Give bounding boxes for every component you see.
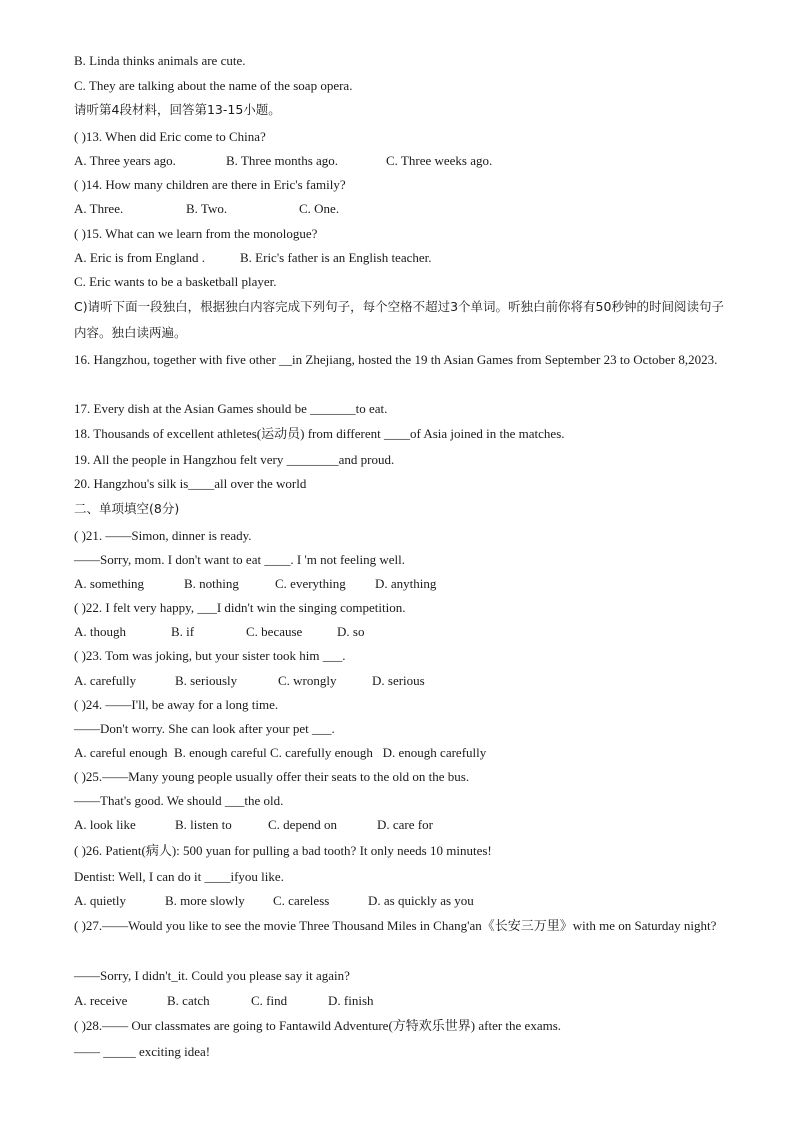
question-15: ( )15. What can we learn from the monologue?	[74, 226, 318, 241]
option: B. Three months ago.	[226, 153, 339, 168]
option: D. serious	[372, 673, 425, 688]
option: A. look like	[74, 817, 136, 832]
text-line: B. Linda thinks animals are cute.	[74, 53, 246, 68]
options-q15	[74, 249, 432, 267]
question-20: 20. Hangzhou's silk is____all over the world	[74, 476, 307, 491]
option: C. wrongly	[278, 673, 337, 688]
question-13: ( )13. When did Eric come to China?	[74, 129, 266, 144]
dialogue-line: Dentist: Well, I can do it ____ifyou like.	[74, 869, 284, 884]
section-heading: 二、单项填空(8分)	[74, 501, 180, 516]
options-q13	[74, 152, 492, 170]
option: C. Eric wants to be a basketball player.	[74, 274, 277, 289]
option: C. everything	[275, 576, 346, 591]
option: D. finish	[328, 993, 374, 1008]
dialogue-line: ——That's good. We should ___the old.	[74, 793, 284, 808]
option: B. Two.	[186, 201, 228, 216]
option: A. quietly	[74, 893, 126, 908]
option: C. careless	[273, 893, 330, 908]
option: D. anything	[375, 576, 437, 591]
option: A. Three.	[74, 201, 124, 216]
section-instruction: C)请听下面一段独白，根据独白内容完成下列句子，每个空格不超过3个单词。听独白前你将有50秒钟的时间阅读句子内容。独白读两遍。	[74, 299, 724, 340]
question-14: ( )14. How many children are there in Eric's family?	[74, 177, 346, 192]
option: B. listen to	[175, 817, 232, 832]
option: B. more slowly	[165, 893, 245, 908]
options-q27	[74, 992, 374, 1010]
options-q26	[74, 892, 474, 910]
option: B. seriously	[175, 673, 238, 688]
option: A. something	[74, 576, 145, 591]
options-q24: A. careful enough B. enough careful C. carefully enough D. enough carefully	[74, 745, 487, 760]
option: C. because	[246, 624, 303, 639]
options-q22	[74, 623, 364, 641]
question-27: ( )27.——Would you like to see the movie Three Thousand Miles in Chang'an《长安三万里》with me on Saturday night?	[74, 918, 717, 933]
question-28: ( )28.—— Our classmates are going to Fantawild Adventure(方特欢乐世界) after the exams.	[74, 1018, 562, 1033]
option: A. receive	[74, 993, 128, 1008]
question-17: 17. Every dish at the Asian Games should be _______to eat.	[74, 401, 388, 416]
option: A. Three years ago.	[74, 153, 176, 168]
option: C. find	[251, 993, 288, 1008]
option: A. carefully	[74, 673, 137, 688]
option: D. care for	[377, 817, 433, 832]
question-22: ( )22. I felt very happy, ___I didn't win the singing competition.	[74, 600, 406, 615]
question-23: ( )23. Tom was joking, but your sister took him ___.	[74, 648, 346, 663]
dialogue-line: ——Don't worry. She can look after your pet ___.	[74, 721, 335, 736]
question-16: 16. Hangzhou, together with five other __in Zhejiang, hosted the 19 th Asian Games from September 23 to October 8,2023.	[74, 352, 718, 367]
option: D. as quickly as you	[368, 893, 474, 908]
dialogue-line: ——Sorry, I didn't_it. Could you please say it again?	[74, 968, 350, 983]
options-q25	[74, 816, 433, 834]
question-26: ( )26. Patient(病人): 500 yuan for pulling a bad tooth? It only needs 10 minutes!	[74, 843, 492, 858]
option: B. nothing	[184, 576, 239, 591]
question-24: ( )24. ——I'll, be away for a long time.	[74, 697, 279, 712]
option: C. depend on	[268, 817, 337, 832]
option: B. catch	[167, 993, 210, 1008]
option: B. if	[171, 624, 195, 639]
option: A. Eric is from England .	[74, 250, 206, 265]
option: C. One.	[299, 201, 340, 216]
question-21: ( )21. ——Simon, dinner is ready.	[74, 528, 252, 543]
options-q23	[74, 672, 425, 690]
option: A. though	[74, 624, 126, 639]
option: C. Three weeks ago.	[386, 153, 493, 168]
question-18: 18. Thousands of excellent athletes(运动员) from different ____of Asia joined in the matches.	[74, 426, 565, 441]
section-instruction: 请听第4段材料，回答第13-15小题。	[74, 102, 281, 117]
option: D. so	[337, 624, 365, 639]
options-q14	[74, 200, 339, 218]
question-19: 19. All the people in Hangzhou felt very ________and proud.	[74, 452, 395, 467]
dialogue-line: ——Sorry, mom. I don't want to eat ____. I 'm not feeling well.	[74, 552, 405, 567]
text-line: C. They are talking about the name of the soap opera.	[74, 78, 353, 93]
question-25: ( )25.——Many young people usually offer their seats to the old on the bus.	[74, 769, 470, 784]
dialogue-line: —— _____ exciting idea!	[74, 1044, 211, 1059]
option: B. Eric's father is an English teacher.	[240, 250, 432, 265]
options-q21	[74, 575, 436, 593]
